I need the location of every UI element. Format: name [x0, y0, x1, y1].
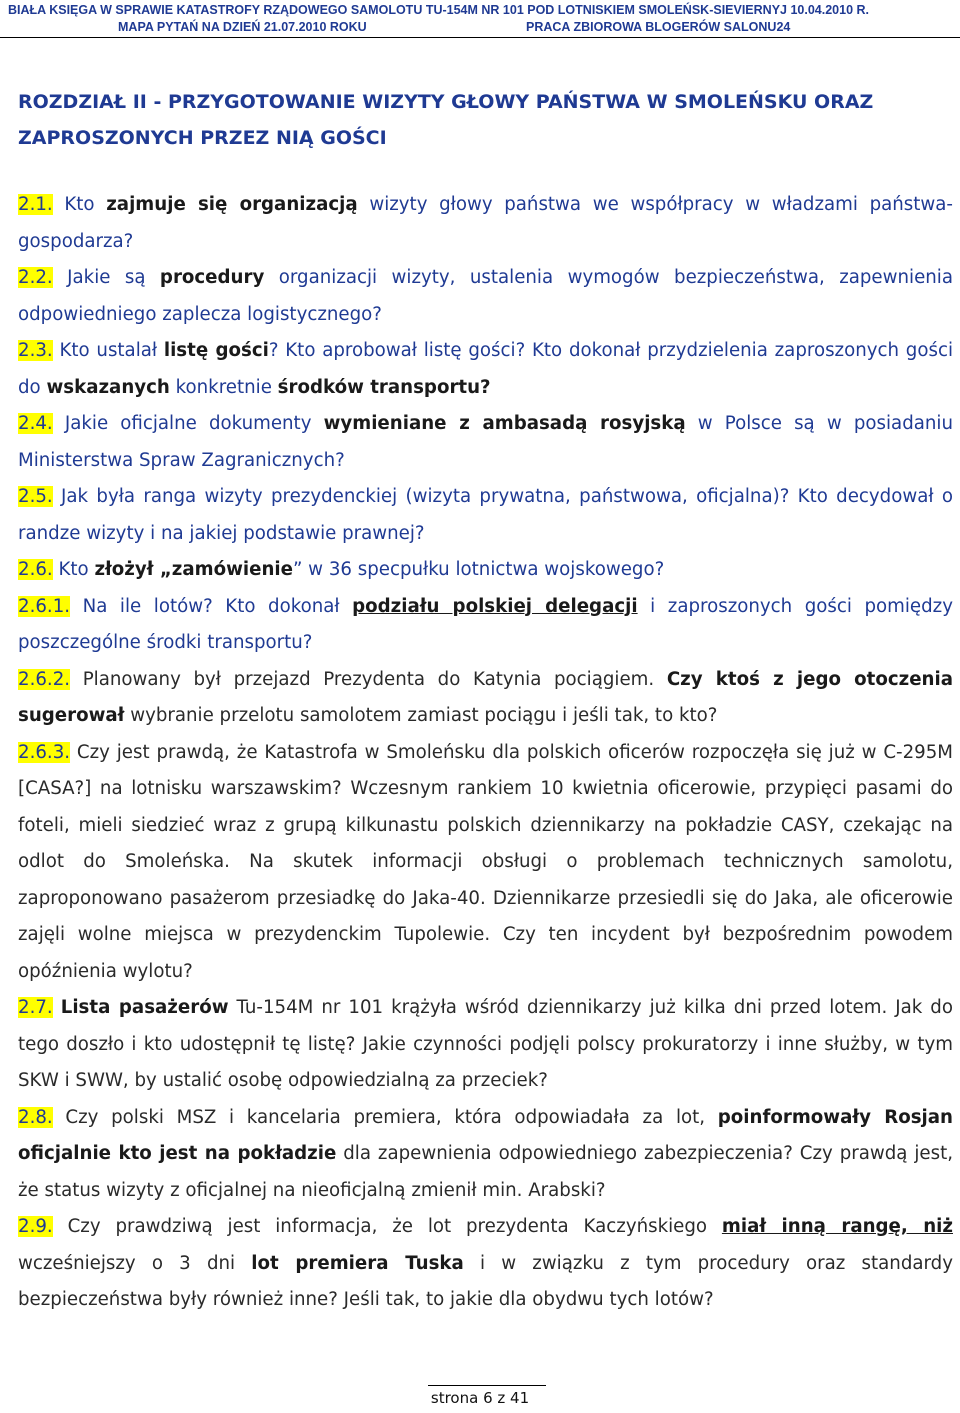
question-item [18, 735, 953, 991]
question-text: procedury [159, 267, 265, 288]
question-text: Tu-154M nr 101 krążyła wśród dziennikarzy już kilka dni przed lotem. Jak do tego doszło i kto udostępnił tę listę? Jakie czynności podjęli polscy prokuratorzy i inne służby, w tym SKW i SWW, by ustalić osobę odpowiedzialną za przeciek? [18, 997, 953, 1091]
question-number: 2.6.2. [18, 668, 71, 690]
question-text [53, 997, 61, 1018]
question-text: Czy ktoś z jego otoczenia sugerował [18, 668, 953, 726]
question-number: 2.3. [18, 340, 53, 361]
question-text: Jakie są [52, 267, 160, 288]
question-text: Jak była ranga wizyty prezydenckiej (wizyta prywatna, państwowa, oficjalna)? Kto decydował o randze wizyty i na jakiej podstawie prawnej? [18, 486, 953, 544]
header-date-line: MAPA PYTAŃ NA DZIEŃ 21.07.2010 ROKU [118, 20, 367, 34]
question-number: 2.6. [18, 559, 53, 580]
question-text: środków transportu? [277, 376, 491, 398]
question-number: 2.4. [18, 413, 53, 434]
question-text: lot premiera Tuska [251, 1252, 464, 1274]
question-item [18, 479, 953, 552]
question-number: 2.7. [18, 997, 53, 1018]
question-text: poinformowały Rosjan oficjalnie kto jest na pokładzie [18, 1106, 954, 1164]
question-number: 2.6.3. [18, 741, 71, 763]
question-text: Czy prawdziwą jest informacja, że lot prezydenta Kaczyńskiego [52, 1216, 722, 1237]
question-text: Kto [52, 559, 95, 580]
questions-list [18, 187, 953, 1319]
question-text: konkretnie [169, 376, 278, 398]
footer-rule [428, 1385, 546, 1386]
question-text: organizacji wizyty, ustalenia wymogów bezpieczeństwa, zapewnienia odpowiedniego zaplecza logistycznego? [18, 267, 953, 325]
question-text: i zaproszonych gości pomiędzy poszczególne środki transportu? [18, 595, 953, 653]
question-item [18, 662, 953, 735]
question-item [18, 333, 953, 406]
question-text: Jakie oficjalne dokumenty [52, 413, 324, 434]
question-number: 2.6.1. [18, 595, 71, 617]
question-item [18, 1100, 953, 1210]
question-text: i w związku z tym procedury oraz standardy bezpieczeństwa były również inne? Jeśli tak, to jakie dla obydwu tych lotów? [18, 1252, 953, 1310]
question-text: ? Kto aprobował listę gości? Kto dokonał przydzielenia zaproszonych gości do [18, 340, 953, 398]
question-text: wskazanych [46, 376, 170, 398]
chapter-title: ROZDZIAŁ II - PRZYGOTOWANIE WIZYTY GŁOWY PAŃSTWA W SMOLEŃSKU ORAZ ZAPROSZONYCH PRZEZ NIĄ GOŚCI [18, 91, 874, 149]
question-text: wybranie przelotu samolotem zamiast pociągu i jeśli tak, to kto? [124, 705, 718, 726]
question-text: Kto ustalał [52, 340, 164, 361]
header-title: BIAŁA KSIĘGA W SPRAWIE KATASTROFY RZĄDOWEGO SAMOLOTU TU-154M NR 101 POD LOTNISKIEM SMOLEŃSK-SIEVIERNYJ 10.04.2010 R. [8, 3, 869, 17]
question-text: zajmuje się organizacją [106, 194, 358, 215]
question-item [18, 260, 953, 333]
question-item [18, 552, 953, 589]
question-item [18, 187, 953, 260]
question-text: Czy jest prawdą, że Katastrofa w Smoleńsku dla polskich oficerów rozpoczęła się już w C-295M [CASA?] na lotnisku warszawskim? Wczesnym rankiem 10 kwietnia oficerowie, przypięci pasami do foteli, mieli siedzieć wraz z grupą kilkunastu polskich dziennikarzy na pokładzie CASY, czekając na odlot do Smoleńska. Na skutek informacji obsługi o problemach technicznych samolotu, zaproponowano pasażerom przesiadkę do Jaka-40. Dziennikarze przesiedli się do Jaka, ale oficerowie zajęli wolne miejsca w prezydenckim Tupolewie. Czy ten incydent był bezpośrednim powodem opóźnienia wylotu? [18, 741, 953, 982]
question-number: 2.5. [18, 486, 53, 507]
question-item [18, 990, 953, 1100]
question-text: dla zapewnienia odpowiedniego zabezpieczenia? Czy prawdą jest, że status wizyty z oficjalnej na nieoficjalną zmienił min. Arabski? [18, 1143, 953, 1201]
question-text: Planowany był przejazd Prezydenta do Katynia pociągiem. [70, 668, 667, 690]
question-text: Lista pasażerów [60, 997, 229, 1018]
question-text: wymieniane z ambasadą rosyjską [323, 413, 686, 434]
header-divider [0, 37, 960, 38]
header-authors: PRACA ZBIOROWA BLOGERÓW SALONU24 [526, 20, 791, 34]
question-number: 2.2. [18, 267, 53, 288]
question-text: podziału polskiej delegacji [352, 595, 638, 617]
question-text: miał inną rangę, niż [721, 1216, 953, 1237]
question-text: Czy polski MSZ i kancelaria premiera, która odpowiadała za lot, [52, 1106, 718, 1128]
question-text: złożył „zamówienie [94, 559, 293, 580]
question-number: 2.9. [18, 1216, 53, 1237]
page-number: strona 6 z 41 [430, 1389, 530, 1407]
document-header [0, 0, 960, 38]
question-text: wizyty głowy państwa we współpracy w władzami państwa-gospodarza? [18, 194, 953, 252]
question-text: w Polsce są w posiadaniu Ministerstwa Spraw Zagranicznych? [18, 413, 953, 471]
question-text: ” w 36 specpułku lotnictwa wojskowego? [292, 559, 665, 580]
question-item [18, 589, 953, 662]
question-item [18, 1209, 953, 1319]
question-text: Na ile lotów? Kto dokonał [70, 595, 353, 617]
question-number: 2.1. [18, 194, 53, 215]
question-text: Kto [52, 194, 107, 215]
question-text: wcześniejszy o 3 dni [18, 1252, 252, 1274]
question-number: 2.8. [18, 1106, 53, 1128]
question-text: listę gości [163, 340, 269, 361]
question-item [18, 406, 953, 479]
